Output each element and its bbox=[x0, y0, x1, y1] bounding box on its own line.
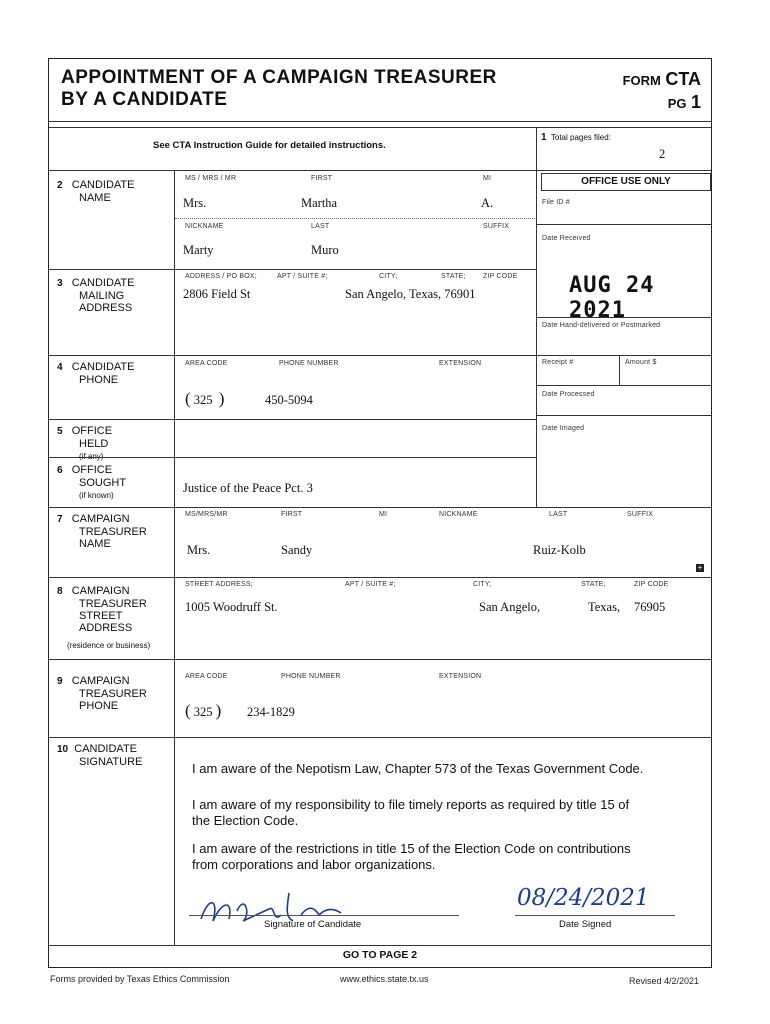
candidate-last-value: Muro bbox=[311, 243, 339, 257]
treasurer-phone-header: PHONE NUMBER bbox=[281, 673, 341, 680]
signed-date-value: 08/24/2021 bbox=[517, 885, 650, 911]
treasurer-apt-header: APT / SUITE #; bbox=[345, 581, 396, 588]
candidate-ext-header: EXTENSION bbox=[439, 360, 482, 367]
total-pages-label: 1 Total pages filed: bbox=[541, 132, 611, 143]
form-code: FORM CTA PG 1 bbox=[622, 69, 701, 112]
candidate-area-header: AREA CODE bbox=[185, 360, 228, 367]
footer-right: Revised 4/2/2021 bbox=[629, 976, 700, 986]
candidate-mi-value: A. bbox=[481, 196, 494, 210]
reporting-statement: I am aware of my responsibility to file timely reports as required by title 15 of the Election Code. bbox=[192, 797, 630, 828]
candidate-first-header: FIRST bbox=[311, 175, 333, 182]
date-received-label: Date Received bbox=[542, 235, 591, 242]
treasurer-last-value: Ruiz-Kolb bbox=[533, 543, 586, 557]
candidate-phone-header: PHONE NUMBER bbox=[279, 360, 339, 367]
candidate-last-header: LAST bbox=[311, 223, 330, 230]
footer-left: Forms provided by Texas Ethics Commission bbox=[50, 974, 230, 984]
office-use-title: OFFICE USE ONLY bbox=[541, 173, 711, 191]
mailing-city-header: CITY; bbox=[379, 273, 398, 280]
treasurer-nickname-header: NICKNAME bbox=[439, 511, 478, 518]
treasurer-area-header: AREA CODE bbox=[185, 673, 228, 680]
nepotism-statement: I am aware of the Nepotism Law, Chapter 573 of the Texas Government Code. bbox=[192, 761, 644, 776]
candidate-phone-number: 450-5094 bbox=[265, 393, 313, 407]
treasurer-street-value: 1005 Woodruff St. bbox=[185, 600, 278, 614]
treasurer-area-code: ( 325 ) bbox=[185, 701, 222, 720]
candidate-title-value: Mrs. bbox=[183, 196, 207, 210]
treasurer-first-header: FIRST bbox=[281, 511, 303, 518]
treasurer-zip-header: ZIP CODE bbox=[634, 581, 669, 588]
receipt-label: Receipt # bbox=[542, 359, 574, 366]
mailing-state-header: STATE; bbox=[441, 273, 466, 280]
treasurer-mi-header: MI bbox=[379, 511, 388, 518]
residence-note: (residence or business) bbox=[67, 641, 151, 650]
campaign-treasurer-form bbox=[48, 58, 712, 968]
date-processed-label: Date Processed bbox=[542, 391, 595, 398]
candidate-name-label: 2 CANDIDATE NAME bbox=[57, 179, 135, 204]
treasurer-address-label: 8 CAMPAIGN TREASURER STREET ADDRESS bbox=[57, 585, 147, 634]
date-hand-delivered-label: Date Hand-delivered or Postmarked bbox=[542, 322, 661, 329]
treasurer-first-value: Sandy bbox=[281, 543, 313, 557]
treasurer-city-header: CITY; bbox=[473, 581, 492, 588]
total-pages-value: 2 bbox=[659, 147, 666, 161]
treasurer-suffix-header: SUFFIX bbox=[627, 511, 654, 518]
treasurer-zip-value: 76905 bbox=[634, 600, 666, 614]
candidate-mi-header: MI bbox=[483, 175, 492, 182]
treasurer-city-value: San Angelo, bbox=[479, 600, 541, 614]
footer-center: www.ethics.state.tx.us bbox=[340, 974, 429, 984]
file-id-label: File ID # bbox=[542, 199, 570, 206]
candidate-title-header: MS / MRS / MR bbox=[185, 175, 237, 182]
mailing-apt-header: APT / SUITE #; bbox=[277, 273, 328, 280]
treasurer-state-header: STATE; bbox=[581, 581, 606, 588]
mailing-city-state-zip-value: San Angelo, Texas, 76901 bbox=[345, 287, 476, 301]
treasurer-ext-header: EXTENSION bbox=[439, 673, 482, 680]
candidate-first-value: Martha bbox=[301, 196, 338, 210]
mailing-address-label: 3 CANDIDATE MAILING ADDRESS bbox=[57, 277, 135, 314]
candidate-area-code: ( 325 ) bbox=[185, 389, 225, 408]
contributions-statement: I am aware of the restrictions in title 15 of the Election Code on contributions from corporations and labor organizations. bbox=[192, 841, 631, 872]
treasurer-name-label: 7 CAMPAIGN TREASURER NAME bbox=[57, 513, 147, 550]
mailing-address-value: 2806 Field St bbox=[183, 287, 251, 301]
office-sought-value: Justice of the Peace Pct. 3 bbox=[183, 481, 313, 495]
expand-icon[interactable]: + bbox=[697, 563, 703, 572]
treasurer-phone-label: 9 CAMPAIGN TREASURER PHONE bbox=[57, 675, 147, 712]
treasurer-title-header: MS/MRS/MR bbox=[185, 511, 228, 518]
instructions-text: See CTA Instruction Guide for detailed instructions. bbox=[153, 140, 386, 151]
form-title: APPOINTMENT OF A CAMPAIGN TREASURER BY A CANDIDATE bbox=[61, 67, 497, 110]
received-stamp: AUG 24 2021 bbox=[569, 273, 655, 323]
candidate-nickname-header: NICKNAME bbox=[185, 223, 224, 230]
date-imaged-label: Date Imaged bbox=[542, 425, 585, 432]
office-held-label: 5 OFFICE HELD (if any) bbox=[57, 425, 113, 461]
treasurer-phone-number: 234-1829 bbox=[247, 705, 295, 719]
treasurer-last-header: LAST bbox=[549, 511, 568, 518]
candidate-signature-label: 10 CANDIDATE SIGNATURE bbox=[57, 743, 143, 768]
amount-label: Amount $ bbox=[625, 359, 657, 366]
candidate-nickname-value: Marty bbox=[183, 243, 214, 257]
treasurer-street-header: STREET ADDRESS; bbox=[185, 581, 253, 588]
treasurer-title-value: Mrs. bbox=[187, 543, 211, 557]
mailing-zip-header: ZIP CODE bbox=[483, 273, 518, 280]
mailing-address-header: ADDRESS / PO BOX; bbox=[185, 273, 257, 280]
go-to-page-2: GO TO PAGE 2 bbox=[342, 949, 418, 961]
signature-caption: Signature of Candidate bbox=[264, 919, 362, 930]
treasurer-state-value: Texas, bbox=[588, 600, 621, 614]
office-sought-label: 6 OFFICE SOUGHT (if known) bbox=[57, 464, 127, 500]
candidate-phone-label: 4 CANDIDATE PHONE bbox=[57, 361, 135, 386]
date-signed-caption: Date Signed bbox=[559, 919, 612, 930]
candidate-suffix-header: SUFFIX bbox=[483, 223, 510, 230]
